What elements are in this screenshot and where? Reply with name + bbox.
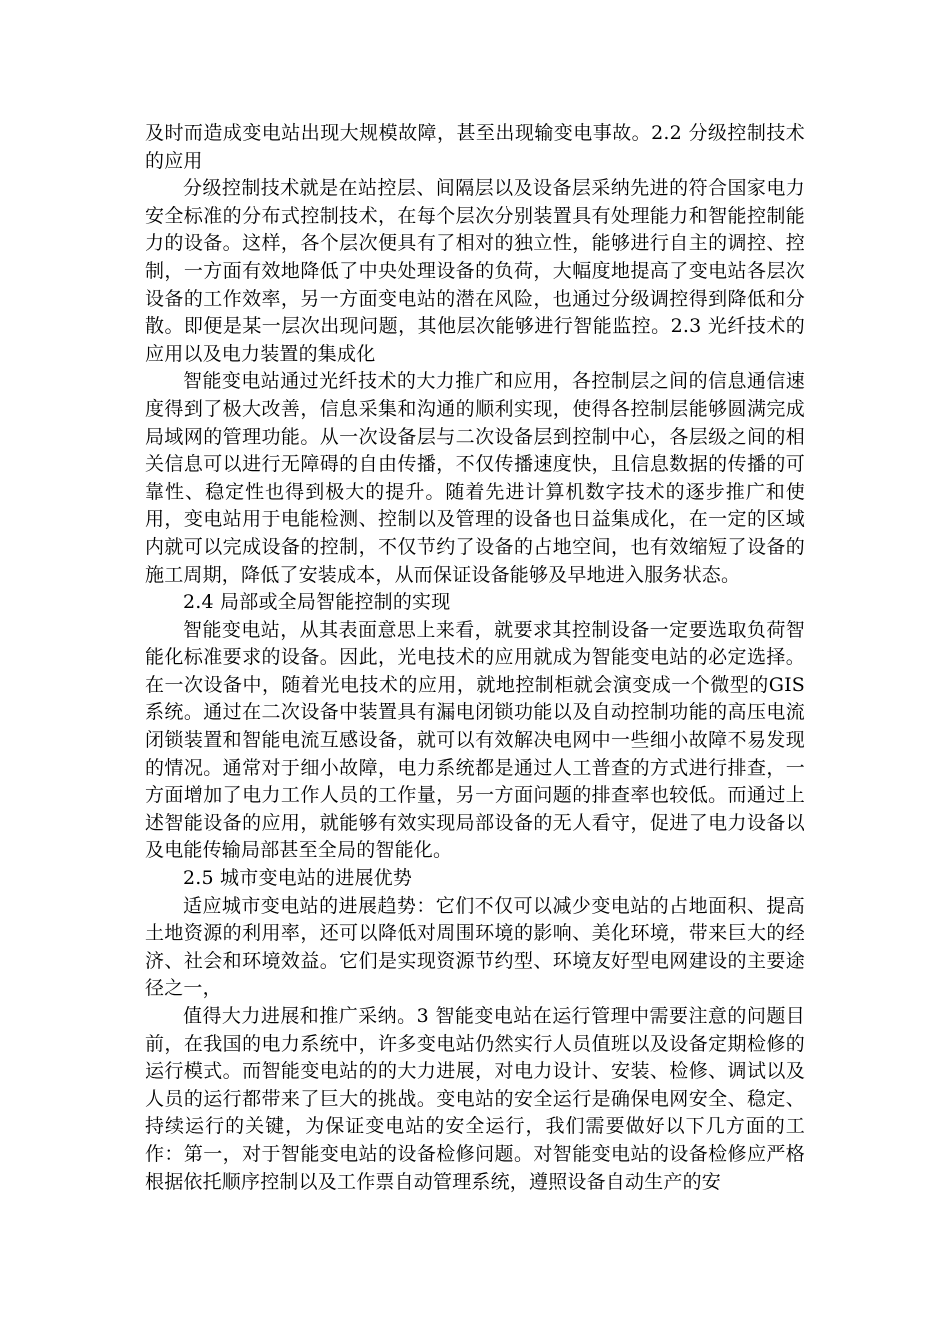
paragraph-continuation: 及时而造成变电站出现大规模故障，甚至出现输变电事故。2.2 分级控制技术的应用	[145, 122, 805, 172]
paragraph-fiber-technology: 智能变电站通过光纤技术的大力推广和应用，各控制层之间的信息通信速度得到了极大改善，信息采集和沟通的顺利实现，使得各控制层能够圆满完成局域网的管理功能。从一次设备层与二次设备层到控制中心，各层级之间的相关信息可以进行无障碍的自由传播，不仅传播速度快，且信息数据的传播的可靠性、稳定性也得到极大的提升。随着先进计算机数字技术的逐步推广和使用，变电站用于电能检测、控制以及管理的设备也日益集成化，在一定的区域内就可以完成设备的控制，不仅节约了设备的占地空间，也有效缩短了设备的施工周期，降低了安装成本，从而保证设备能够及早地进入服务状态。	[145, 370, 805, 586]
paragraph-urban-substation: 适应城市变电站的进展趋势：它们不仅可以减少变电站的占地面积、提高土地资源的利用率，还可以降低对周围环境的影响、美化环境，带来巨大的经济、社会和环境效益。它们是实现资源节约型、环境友好型电网建设的主要途径之一，	[145, 894, 805, 1000]
paragraph-hierarchical-control: 分级控制技术就是在站控层、间隔层以及设备层采纳先进的符合国家电力安全标准的分布式控制技术，在每个层次分别装置具有处理能力和智能控制能力的设备。这样，各个层次便具有了相对的独立性，能够进行自主的调控、控制，一方面有效地降低了中央处理设备的负荷，大幅度地提高了变电站各层次设备的工作效率，另一方面变电站的潜在风险，也通过分级调控得到降低和分散。即便是某一层次出现问题，其他层次能够进行智能监控。2.3 光纤技术的应用以及电力装置的集成化	[145, 177, 805, 365]
section-heading-2-4: 2.4 局部或全局智能控制的实现	[183, 591, 451, 614]
document-page	[145, 120, 805, 1196]
paragraph-operation-management: 值得大力进展和推广采纳。3 智能变电站在运行管理中需要注意的问题目前，在我国的电力系统中，许多变电站仍然实行人员值班以及设备定期检修的运行模式。而智能变电站的的大力进展，对电力设计、安装、检修、调试以及人员的运行都带来了巨大的挑战。变电站的安全运行是确保电网安全、稳定、持续运行的关键，为保证变电站的安全运行，我们需要做好以下几方面的工作：第一，对于智能变电站的设备检修问题。对智能变电站的设备检修应严格根据依托顺序控制以及工作票自动管理系统，遵照设备自动生产的安	[145, 1005, 805, 1193]
paragraph-local-global-control: 智能变电站，从其表面意思上来看，就要求其控制设备一定要选取负荷智能化标准要求的设备。因此，光电技术的应用就成为智能变电站的必定选择。在一次设备中，随着光电技术的应用，就地控制柜就会演变成一个微型的GIS系统。通过在二次设备中装置具有漏电闭锁功能以及自动控制功能的高压电流闭锁装置和智能电流互感设备，就可以有效解决电网中一些细小故障不易发现的情况。通常对于细小故障，电力系统都是通过人工普查的方式进行排查，一方面增加了电力工作人员的工作量，另一方面问题的排查率也较低。而通过上述智能设备的应用，就能够有效实现局部设备的无人看守，促进了电力设备以及电能传输局部甚至全局的智能化。	[145, 618, 805, 862]
section-heading-2-5: 2.5 城市变电站的进展优势	[183, 867, 413, 890]
